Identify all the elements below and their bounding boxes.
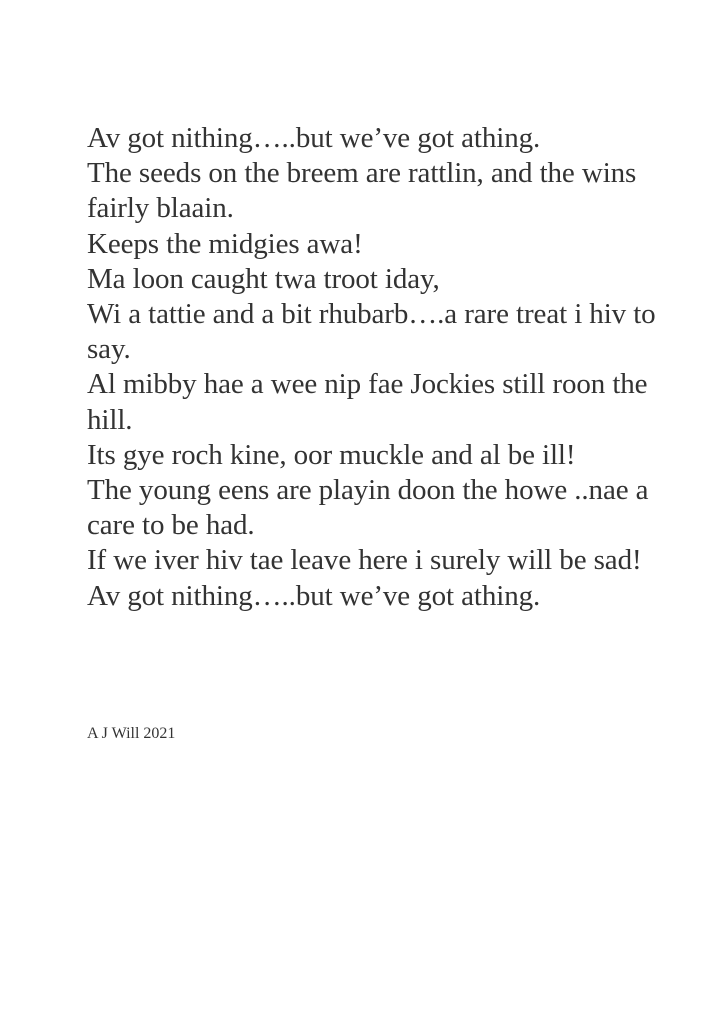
poem-line-2: The seeds on the breem are rattlin, and the wins fairly blaain.	[87, 157, 637, 225]
poem-line-10: Av got nithing…..but we’ve got athing.	[87, 579, 541, 612]
poem-line-1: Av got nithing…..but we’ve got athing.	[87, 122, 541, 154]
poem-line-4: Ma loon caught twa troot iday,	[87, 262, 440, 295]
poem-line-3: Keeps the midgies awa!	[87, 227, 363, 260]
poem-line-5: Wi a tattie and a bit rhubarb….a rare treat i hiv to say.	[87, 298, 656, 366]
poem-line-7: Its gye roch kine, oor muckle and al be ill!	[87, 438, 576, 471]
poem-line-6: Al mibby hae a wee nip fae Jockies still roon the hill.	[87, 368, 648, 436]
poem-line-8: The young eens are playin doon the howe ..nae a care to be had.	[87, 474, 649, 542]
author-signature: A J Will 2021	[87, 725, 176, 742]
poem-line-9: If we iver hiv tae leave here i surely will be sad!	[87, 544, 642, 577]
poem-body	[87, 121, 687, 614]
